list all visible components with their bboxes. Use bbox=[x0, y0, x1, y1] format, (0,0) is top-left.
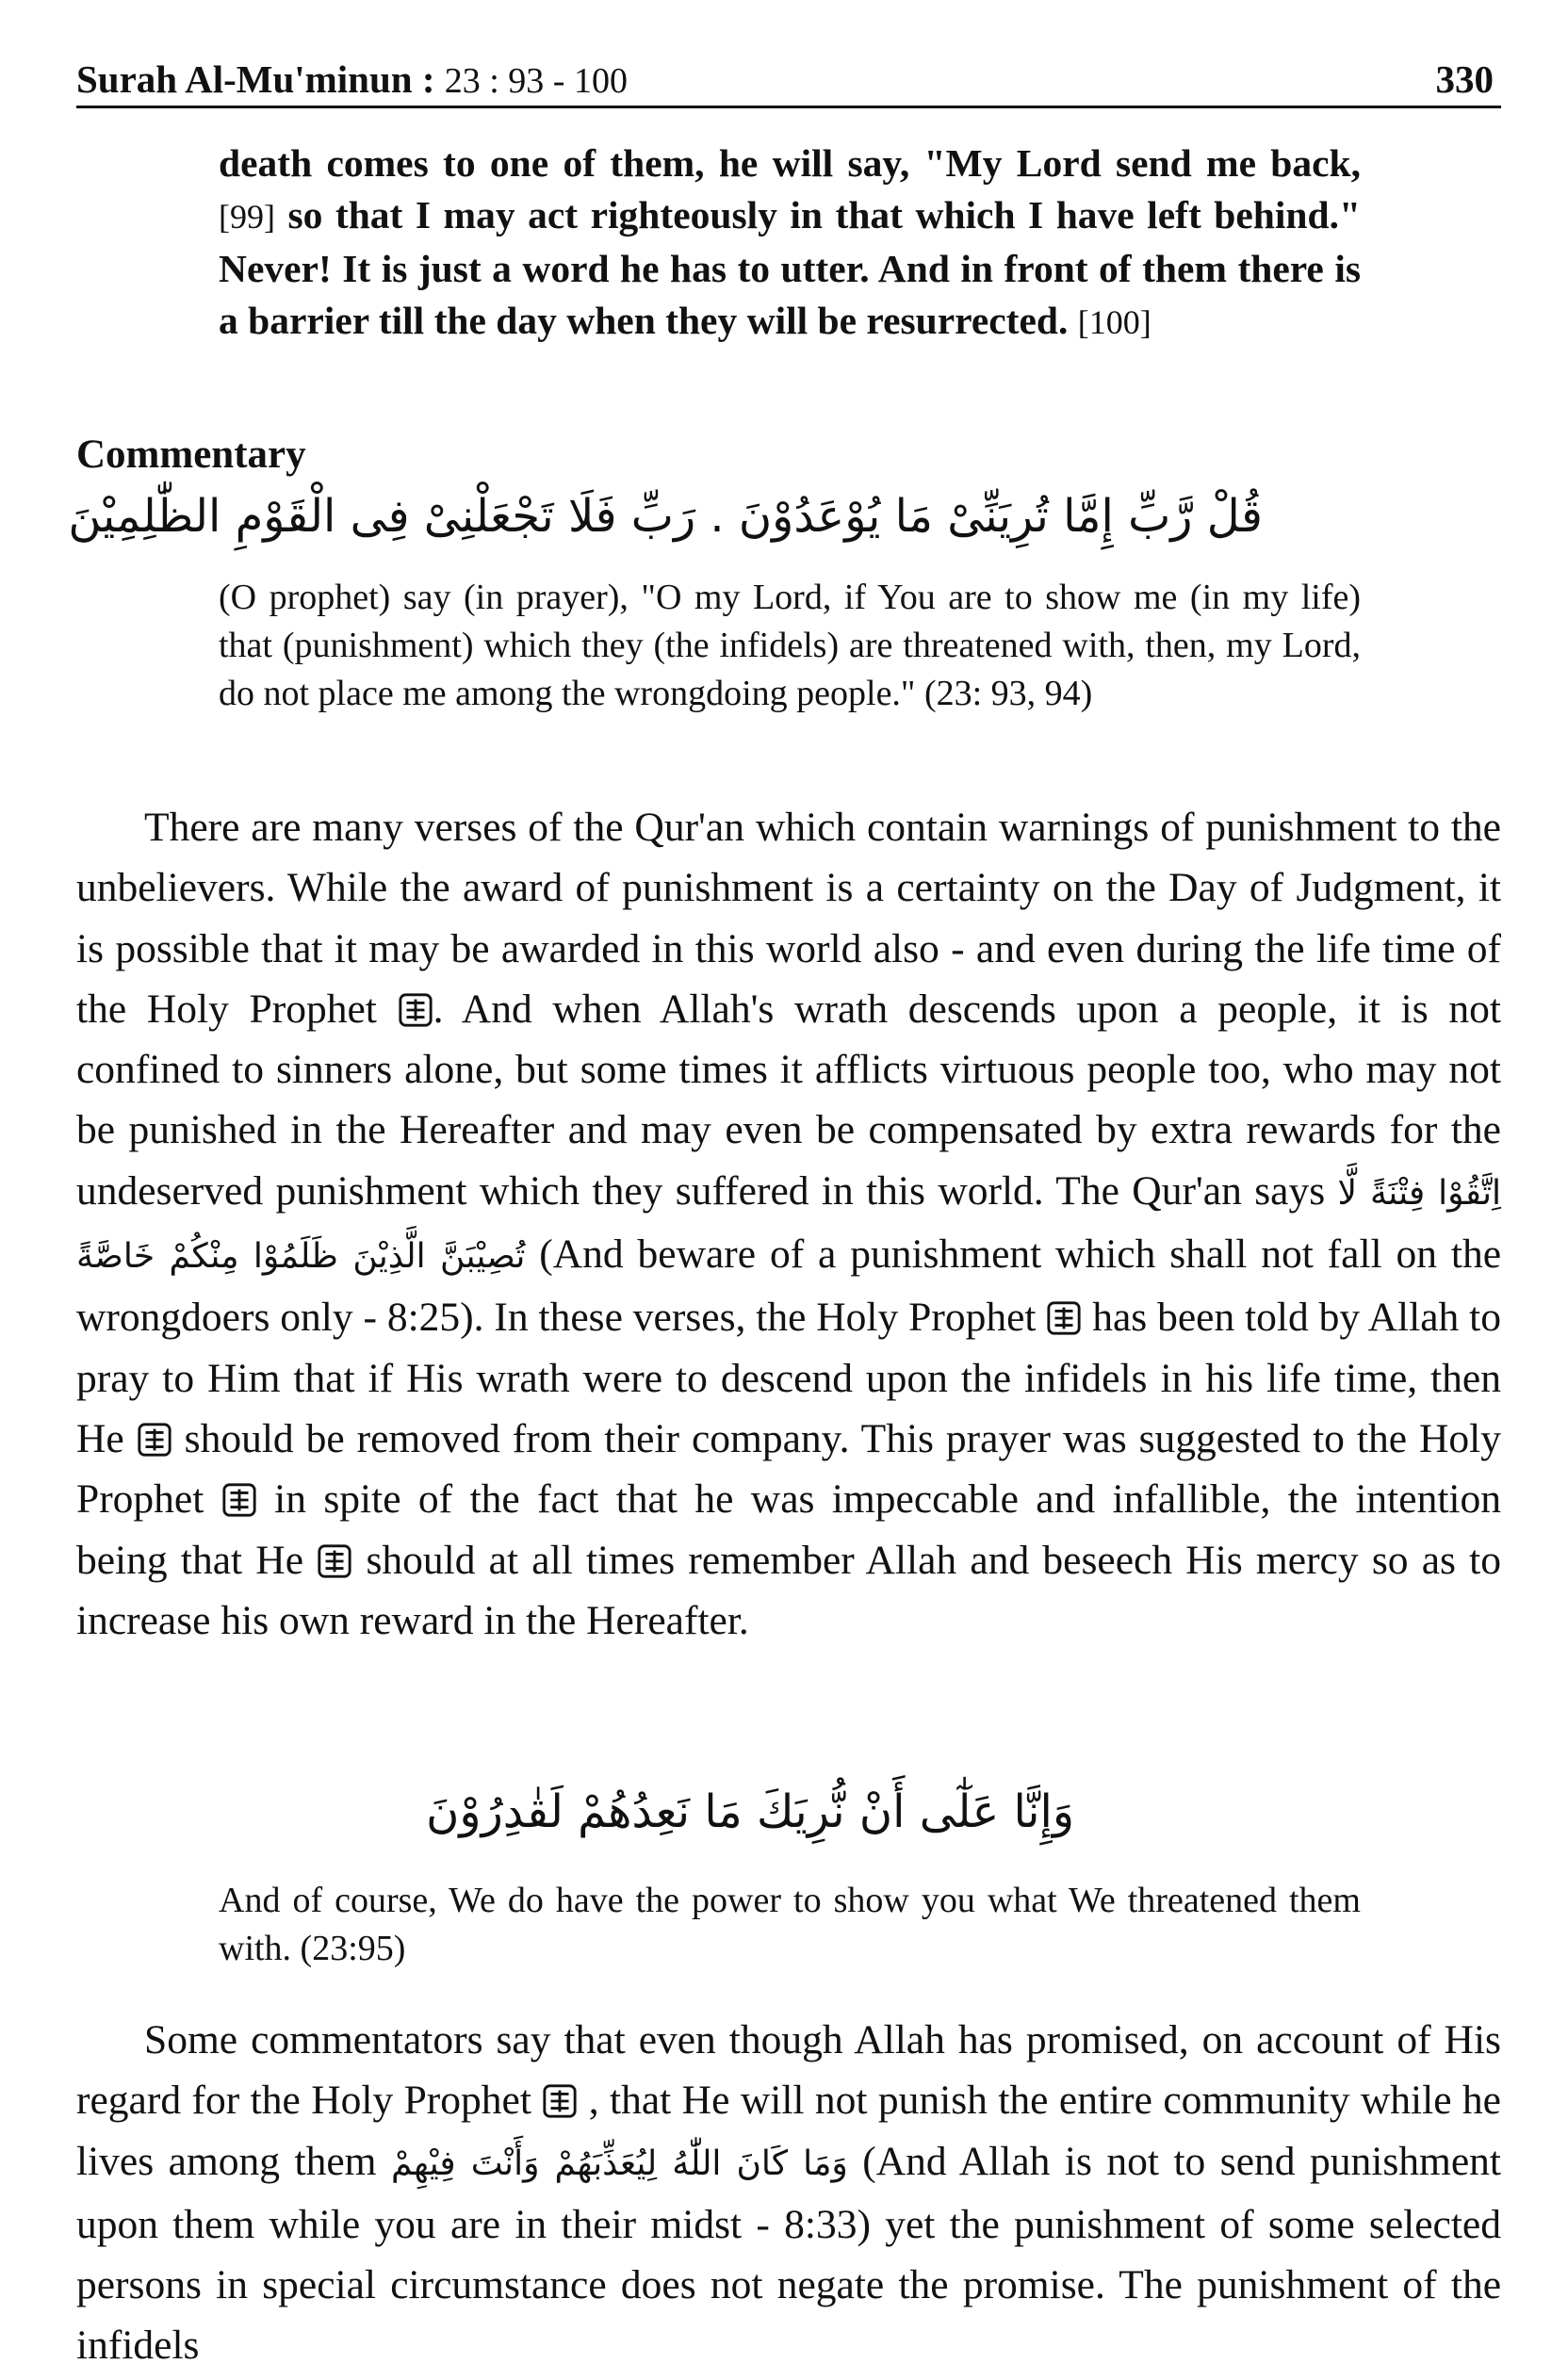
paragraph-text: , that He will not punish the entire community while he lives among them bbox=[76, 2078, 1501, 2184]
page-number: 330 bbox=[1435, 57, 1494, 101]
commentary-paragraph-2 bbox=[76, 2010, 1501, 2376]
salutation-icon bbox=[221, 1482, 257, 1518]
arabic-verse-93-94: قُلْ رَّبِّ إِمَّا تُرِيَنِّىْ مَا يُوْعَدُوْنَ . رَبِّ فَلَا تَجْعَلْنِىْ فِى الْقَوْمِ الظّٰلِمِيْنَ bbox=[68, 490, 1263, 543]
quote-text: And of course, We do have the power to show you what We threatened them with. (23:95) bbox=[219, 1881, 1361, 1968]
paragraph-text: . And when Allah's wrath descends upon a people, it is not confined to sinners alone, but some times it afflicts virtuous people too, who may not be punished in the Hereafter and may even be compensated by extra rewards for the undeserved punishment which they suffered in this world. The Qur'an says bbox=[76, 986, 1501, 1214]
salutation-icon bbox=[137, 1422, 172, 1458]
running-header bbox=[76, 49, 1501, 108]
quote-translation-93-94 bbox=[219, 574, 1361, 718]
verse-ref-99: [99] bbox=[219, 198, 275, 236]
commentary-heading: Commentary bbox=[76, 432, 306, 477]
header-title bbox=[76, 57, 628, 102]
paragraph-text: Some commentators say that even though Allah has promised, on account of His regard for the Holy Prophet bbox=[76, 2017, 1501, 2124]
arabic-verse-95: وَإِنَّا عَلٰٓى أَنْ نُّرِيَكَ مَا نَعِدُهُمْ لَقٰدِرُوْنَ bbox=[426, 1785, 1074, 1838]
surah-title: Surah Al-Mu'minun : bbox=[76, 57, 435, 101]
paragraph-text: (And Allah is not to send punishment upon them while you are in their midst - 8:33) yet the punishment of some selected persons in special circumstance does not negate the promise. The punishment of the infidels bbox=[76, 2138, 1502, 2369]
translation-text-a: death comes to one of them, he will say, "My Lord send me back, bbox=[219, 141, 1361, 185]
salutation-icon bbox=[1046, 1300, 1082, 1336]
paragraph-text: should at all times remember Allah and beseech His mercy so as to increase his own reward in the Hereafter. bbox=[76, 1537, 1501, 1643]
paragraph-text: in spite of the fact that he was impeccable and infallible, the intention being that He bbox=[76, 1476, 1502, 1583]
verse-range: 23 : 93 - 100 bbox=[444, 61, 628, 101]
inline-arabic-8-33: وَمَا كَانَ اللّٰهُ لِيُعَذِّبَهُمْ وَأَنْتَ فِيْهِمْ bbox=[391, 2144, 848, 2183]
verse-translation bbox=[219, 138, 1361, 349]
translation-text-b: so that I may act righteously in that which I have left behind." Never! It is just a word he has to utter. And in front of them there is a barrier till the day when they will be resurrected. bbox=[219, 193, 1361, 342]
paragraph-text: (And beware of a punishment which shall not fall on the wrongdoers only - 8:25). In these verses, the Holy Prophet bbox=[76, 1231, 1501, 1341]
commentary-paragraph-1 bbox=[76, 797, 1501, 1651]
salutation-icon bbox=[317, 1543, 352, 1579]
verse-ref-100: [100] bbox=[1077, 303, 1152, 341]
inline-arabic-8-25: اِتَّقُوْا فِتْنَةً لَّا تُصِيْبَنَّ الَّذِيْنَ ظَلَمُوْا مِنْكُمْ خَاصَّةً bbox=[76, 1173, 1501, 1277]
paragraph-text: has been told by Allah to pray to Him that if His wrath were to descend upon the infidels in his life time, then He bbox=[76, 1295, 1501, 1461]
quote-text: (O prophet) say (in prayer), "O my Lord, if You are to show me (in my life) that (punishment) which they (the infidels) are threatened with, then, my Lord, do not place me among the wrongdoing people." (23: 93, 94) bbox=[219, 578, 1361, 713]
quote-translation-95 bbox=[219, 1877, 1361, 1973]
paragraph-text: There are many verses of the Qur'an which contain warnings of punishment to the unbelievers. While the award of punishment is a certainty on the Day of Judgment, it is possible that it may be awarded in this world also - and even during the life time of the Holy Prophet bbox=[76, 805, 1501, 1032]
salutation-icon bbox=[542, 2083, 578, 2119]
salutation-icon bbox=[398, 992, 433, 1028]
paragraph-text: should be removed from their company. This prayer was suggested to the Holy Prophet bbox=[76, 1415, 1501, 1523]
